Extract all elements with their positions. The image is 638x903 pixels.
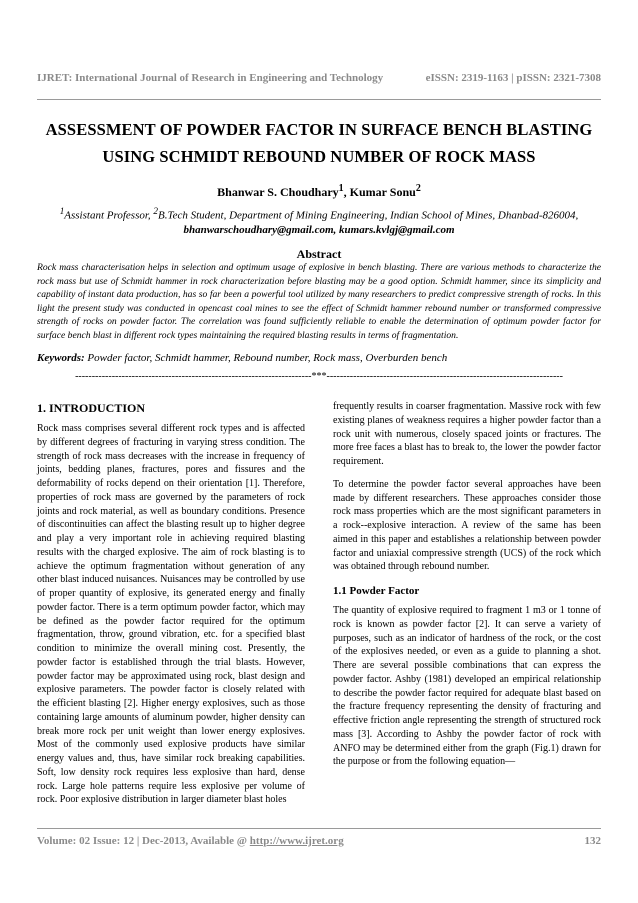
author-separator: , — [343, 185, 350, 199]
right-column — [333, 400, 601, 769]
right-paragraph-3: The quantity of explosive required to fragment 1 m3 or 1 tonne of rock is known as powder factor [2]. It can serve a variety of purposes, such as an indicator of hardness of the rock, or the cost of the explosives needed, or even as a guide to planning a shot. There are several possible combinations that can express the powder factor. Ashby (1981) developed an empirical relationship to describe the powder factor required for adequate blast based on the fracture frequency representing the density of fracturing and effective friction angle representing the strength of structured rock mass [3]. According to Ashby the powder factor of rock with ANFO may be determined either from the graph (Fig.1) drawn for the purpose or from the following equation— — [333, 605, 601, 768]
affil-sup-2: 2 — [153, 206, 158, 216]
intro-paragraph-1: Rock mass comprises several different rock types and is affected by different degrees of fracturing in varying stress condition. The strength of rock mass decreases with the increase in frequency of joints, bedding planes, fractures, pores and fissures and the deformability of rocks depend on their orientation [1]. Therefore, properties of rock mass are governed by the parameters of rock joints and rock material, as well as boundary conditions. Presence of discontinuities can affect the blasting result up to higher degree and play a very important role in achieving required blasting results with the charged explosive. The aim of rock blasting is to achieve the optimum fragmentation without generation of any other blast induced nuisances. Nuisances may be controlled by use of proper quantity of explosive, its generated energy and finally powder factor. There is a term optimum powder factor, which may be defined as the powder factor required for the optimum fragmentation, throw, ground vibration, etc. for a specified blast condition to minimize the overall mining cost. Presently, the powder factor is established through the trial blasts. However, powder factor may be approximated using rock, blast design and explosive parameters. The powder factor is closely related with the efficient blasting [2]. Higher energy explosives, such as those containing large amounts of aluminum powder, higher density can break more rock per unit weight than lower energy explosives. Most of the commonly used explosive products have similar energy values and, thus, have similar rock breaking capabilities. Soft, low density rock requires less explosive than hard, dense rock. Large hole patterns require less explosive per volume of rock. Poor explosive distribution in larger diameter blast holes — [37, 423, 305, 806]
right-paragraph-1: frequently results in coarser fragmentation. Massive rock with few existing planes of weakness requires a higher powder factor than a rock unit with numerous, closely spaced joints or fractures. The more free faces a blast has to break to, the lower the powder factor requirement. — [333, 401, 601, 467]
paper-title — [30, 116, 608, 170]
title-line-2: USING SCHMIDT REBOUND NUMBER OF ROCK MASS — [102, 147, 536, 166]
intro-heading: 1. INTRODUCTION — [37, 401, 146, 415]
journal-link[interactable]: http://www.ijret.org — [249, 835, 344, 847]
right-paragraph-2: To determine the powder factor several approaches have been made by different researchers. These approaches consider those rock mass properties which are the most significant parameters in a rock--explosive interaction. A review of the same has been aimed in this paper and establishes a relationship between powder factor and uniaxial compressive strength (UCS) of the rock which was obtained through rebound number. — [333, 478, 601, 573]
author-2-sup: 2 — [415, 183, 421, 194]
keywords — [37, 352, 601, 364]
affil-part-1: Assistant Professor, — [64, 209, 154, 222]
abstract-heading: Abstract — [296, 247, 342, 261]
paragraph-gap — [333, 469, 601, 478]
keywords-label: Keywords: — [37, 352, 85, 364]
footer-rule — [37, 828, 601, 829]
title-line-1: ASSESSMENT OF POWDER FACTOR IN SURFACE BENCH BLASTING — [45, 120, 593, 139]
keywords-text: Powder factor, Schmidt hammer, Rebound number, Rock mass, Overburden bench — [84, 352, 448, 364]
author-1: Bhanwar S. Choudhary — [217, 185, 339, 199]
journal-name: IJRET: International Journal of Research in Engineering and Technology — [37, 72, 384, 84]
author-list — [0, 183, 638, 200]
left-column — [37, 400, 305, 807]
header-rule — [37, 99, 601, 100]
issn-numbers: eISSN: 2319-1163 | pISSN: 2321-7308 — [425, 72, 601, 84]
affil-sup-1: 1 — [59, 206, 65, 216]
section-divider: -----------------------------------------------------------------------***----------------------------------------------------------------------- — [75, 371, 563, 382]
page-footer — [37, 835, 601, 847]
affil-part-2: B.Tech Student, Department of Mining Engineering, Indian School of Mines, Dhanbad-826004, — [158, 209, 579, 222]
footer-volume — [37, 835, 344, 847]
footer-volume-text: Volume: 02 Issue: 12 | Dec-2013, Available @ — [37, 835, 250, 847]
page-number: 132 — [584, 835, 601, 847]
abstract-text: Rock mass characterisation helps in selection and optimum usage of explosive in bench blasting. There are various methods to characterize the rock mass but use of Schmidt hammer in rock characterization before blasting may be a good option. Schmidt hammer, since its simplicity and capability of instant data production, has so far been a powerful tool utilized by many researchers to predict compressive strength of rocks. In this light the present study was conducted in opencast coal mines to see the effect of Schmidt hammer rebound number or transformed compressive strength of rocks on powder factor. The correlation was found sufficiently reliable to enable the determination of optimum powder factor for surface bench blast in different rock types maintaining the required blasting results in terms of fragmentation. — [37, 262, 601, 341]
author-2: Kumar Sonu — [349, 185, 416, 199]
running-header — [37, 72, 601, 84]
powder-factor-heading: 1.1 Powder Factor — [333, 585, 420, 597]
author-emails: bhanwarschoudhary@gmail.com, kumars.kvlgj@gmail.com — [183, 223, 455, 236]
affiliation-line — [20, 204, 618, 223]
affiliation — [20, 204, 618, 237]
author-1-sup: 1 — [338, 183, 344, 194]
